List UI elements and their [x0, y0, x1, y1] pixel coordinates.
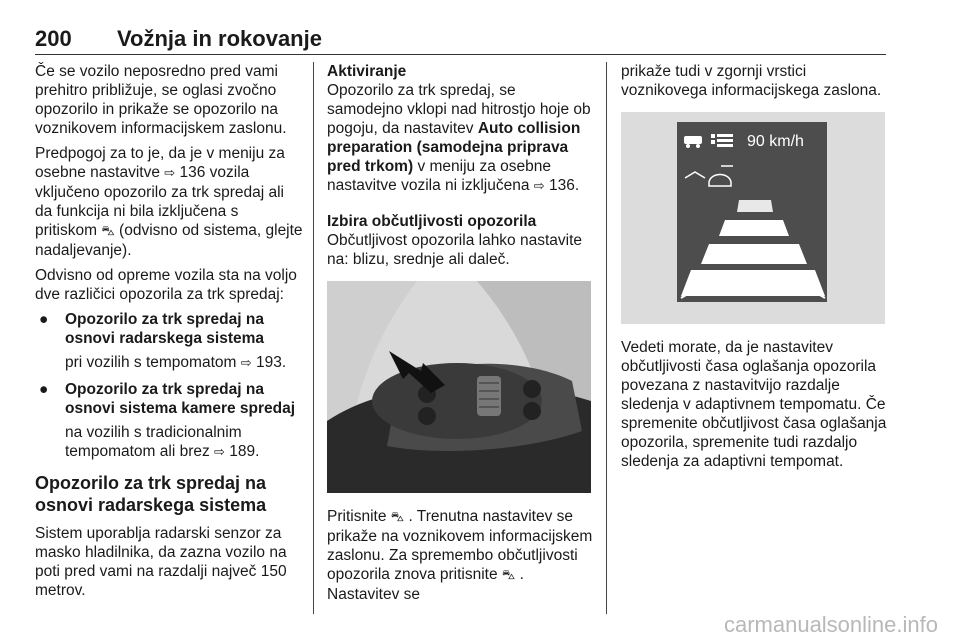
bullet-icon: ●: [39, 381, 49, 398]
paragraph: Odvisno od opreme vozila sta na voljo dve različici opozorila za trk spredaj:: [35, 267, 297, 303]
paragraph: Opozorilo za trk spredaj, se samodejno vklopi nad hitrostjo hoje ob pogoju, da nastavitev Auto collision preparation (samodejna priprava pred trkom) v meniju za osebne nastavitve vozila ni izključena ⇨ 136.: [327, 82, 591, 194]
collision-alert-button-icon: ⛍: [101, 224, 115, 239]
column-divider: [313, 62, 314, 614]
column-divider: [606, 62, 607, 614]
reference-arrow-icon: ⇨: [214, 445, 225, 460]
section-heading: Opozorilo za trk spredaj na osnovi radarskega sistema: [35, 473, 267, 515]
collision-alert-button-icon: ⛍: [390, 510, 405, 525]
page-reference[interactable]: 189.: [229, 443, 260, 460]
driver-information-display-illustration: [621, 112, 885, 324]
paragraph: pri vozilih s tempomatom ⇨ 193.: [65, 354, 287, 371]
reference-arrow-icon: ⇨: [164, 166, 176, 181]
column-2: [327, 62, 595, 610]
page-reference[interactable]: 136: [179, 164, 206, 181]
chapter-title: Vožnja in rokovanje: [117, 26, 322, 51]
paragraph: Predpogoj za to je, da je v meniju za osebne nastavitve ⇨ 136 vozila vključeno opozorilo za trk spredaj ali da funkcija ni bila izključena s pritiskom ⛍ (odvisno od sistema, glejte nadaljevanje).: [35, 145, 303, 259]
column-3: [621, 62, 889, 477]
list-item: ● Opozorilo za trk spredaj na osnovi radarskega sistema: [39, 311, 265, 347]
speed-readout: 90 km/h: [747, 133, 804, 150]
page-reference[interactable]: 193.: [255, 354, 287, 371]
paragraph: Sistem uporablja radarski senzor za masko hladilnika, da zazna vozilo na poti pred vami na razdalji največ 150 metrov.: [35, 525, 287, 599]
reference-arrow-icon: ⇨: [533, 179, 545, 194]
paragraph: Če se vozilo neposredno pred vami prehitro približuje, se oglasi zvočno opozorilo in prikaže se opozorilo na voznikovem informacijskem zaslonu.: [35, 63, 287, 137]
paragraph: Pritisnite ⛍ . Trenutna nastavitev se prikaže na voznikovem informacijskem zaslonu. Za spremembo občutljivosti opozorila znova pritisnite ⛍ . Nastavitev se: [327, 508, 593, 603]
bullet-icon: ●: [39, 311, 49, 328]
reference-arrow-icon: ⇨: [240, 356, 252, 371]
page-header: [35, 22, 886, 55]
paragraph: Vedeti morate, da je nastavitev občutljivosti časa oglašanja opozorila povezana z nastavitvijo razdalje sledenja v adaptivnem tempomatu. Če spremenite občutljivost časa oglašanja opozorila, spremenite tudi razdaljo sledenja za adaptivni tempomat.: [621, 339, 887, 470]
collision-alert-button-icon: ⛍: [501, 568, 516, 583]
paragraph: na vozilih s tradicionalnim tempomatom ali brez ⇨ 189.: [65, 424, 260, 460]
paragraph: Občutljivost opozorila lahko nastavite na: blizu, srednje ali daleč.: [327, 232, 583, 268]
subheading: Aktiviranje: [327, 63, 407, 80]
steering-wheel-illustration: [327, 281, 591, 493]
watermark: carmanualsonline.info: [723, 612, 938, 637]
column-1: [35, 62, 303, 606]
page-reference[interactable]: 136.: [549, 177, 580, 194]
paragraph: prikaže tudi v zgornji vrstici voznikovega informacijskega zaslona.: [621, 63, 882, 99]
list-item: ● Opozorilo za trk spredaj na osnovi sistema kamere spredaj: [39, 381, 296, 417]
page-number: 200: [35, 26, 72, 51]
subheading: Izbira občutljivosti opozorila: [327, 213, 537, 230]
